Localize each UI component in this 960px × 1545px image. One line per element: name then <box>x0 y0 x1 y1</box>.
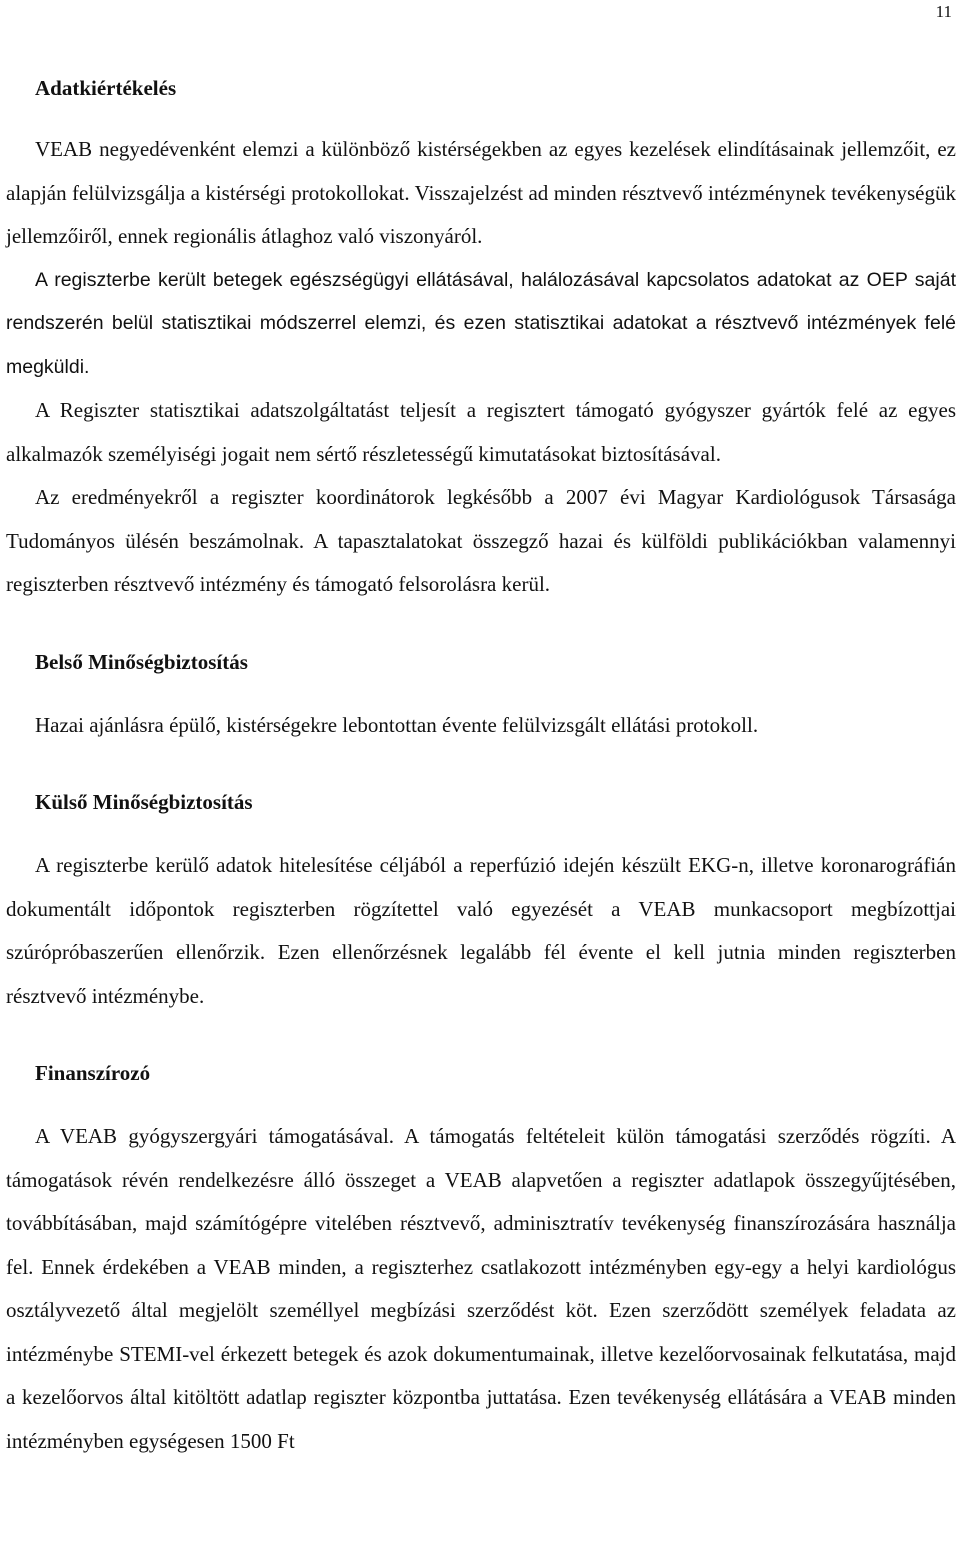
page-number: 11 <box>935 2 952 21</box>
paragraph: A regiszterbe kerülő adatok hitelesítése céljából a reperfúzió idején készült EKG-n, illetve koronarográfián dokumentált időpontok regiszterben rögzítettel való egyezését a VEAB munkacsoport megbízottjai szúrópróbaszerűen ellenőrzik. Ezen ellenőrzésnek legalább fél évente el kell jutnia minden regiszterben résztvevő intézménybe. <box>6 853 956 1008</box>
paragraph: Hazai ajánlásra épülő, kistérségekre lebontottan évente felülvizsgált ellátási protokoll. <box>35 712 759 737</box>
paragraph: VEAB negyedévenként elemzi a különböző kistérségekben az egyes kezelések elindításainak jellemzőit, ez alapján felülvizsgálja a kistérségi protokollokat. Visszajelzést ad minden résztvevő intézménynek tevékenységük jellemzőiről, ennek regionális átlaghoz való viszonyáról. <box>6 137 956 248</box>
paragraph: A Regiszter statisztikai adatszolgáltatást teljesít a regisztert támogató gyógyszer gyártók felé az egyes alkalmazók személyiségi jogait nem sértő részletességű kimutatásokat biztosításával. <box>6 398 956 466</box>
paragraph: A regiszterbe került betegek egészségügyi ellátásával, halálozásával kapcsolatos adatokat az OEP saját rendszerén belül statisztikai módszerrel elemzi, és ezen statisztikai adatokat a résztvevő intézmények felé megküldi. <box>6 268 956 378</box>
section-heading-finanszirozo: Finanszírozó <box>35 1061 151 1085</box>
section-heading-kulso-minosegbiztositas: Külső Minőségbiztosítás <box>35 790 253 814</box>
paragraph: Az eredményekről a regiszter koordinátorok legkésőbb a 2007 évi Magyar Kardiológusok Társasága Tudományos ülésén beszámolnak. A tapasztalatokat összegző hazai és külföldi publikációkban valamennyi regiszterben résztvevő intézmény és támogató felsorolásra kerül. <box>6 485 956 596</box>
section-heading-adatkiertekeles: Adatkiértékelés <box>35 76 177 100</box>
section-heading-belso-minosegbiztositas: Belső Minőségbiztosítás <box>35 649 248 674</box>
document-body <box>6 68 956 1463</box>
paragraph: A VEAB gyógyszergyári támogatásával. A támogatás feltételeit külön támogatási szerződés rögzíti. A támogatások révén rendelkezésre álló összeget a VEAB alapvetően a regiszter adatlapok összegyűjtésében, továbbításában, majd számítógépre vitelében résztvevő, adminisztratív tevékenység finanszírozására használja fel. Ennek érdekében a VEAB minden, a regiszterhez csatlakozott intézményben egy-egy a helyi kardiológus osztályvezető által megjelölt személlyel megbízási szerződést köt. Ezen szerződött személyek feladata az intézménybe STEMI-vel érkezett betegek és azok dokumentumainak, illetve kezelőorvosainak felkutatása, majd a kezelőorvos által kitöltött adatlap regiszter központba juttatása. Ezen tevékenység ellátására a VEAB minden intézményben egységesen 1500 Ft <box>6 1124 956 1453</box>
